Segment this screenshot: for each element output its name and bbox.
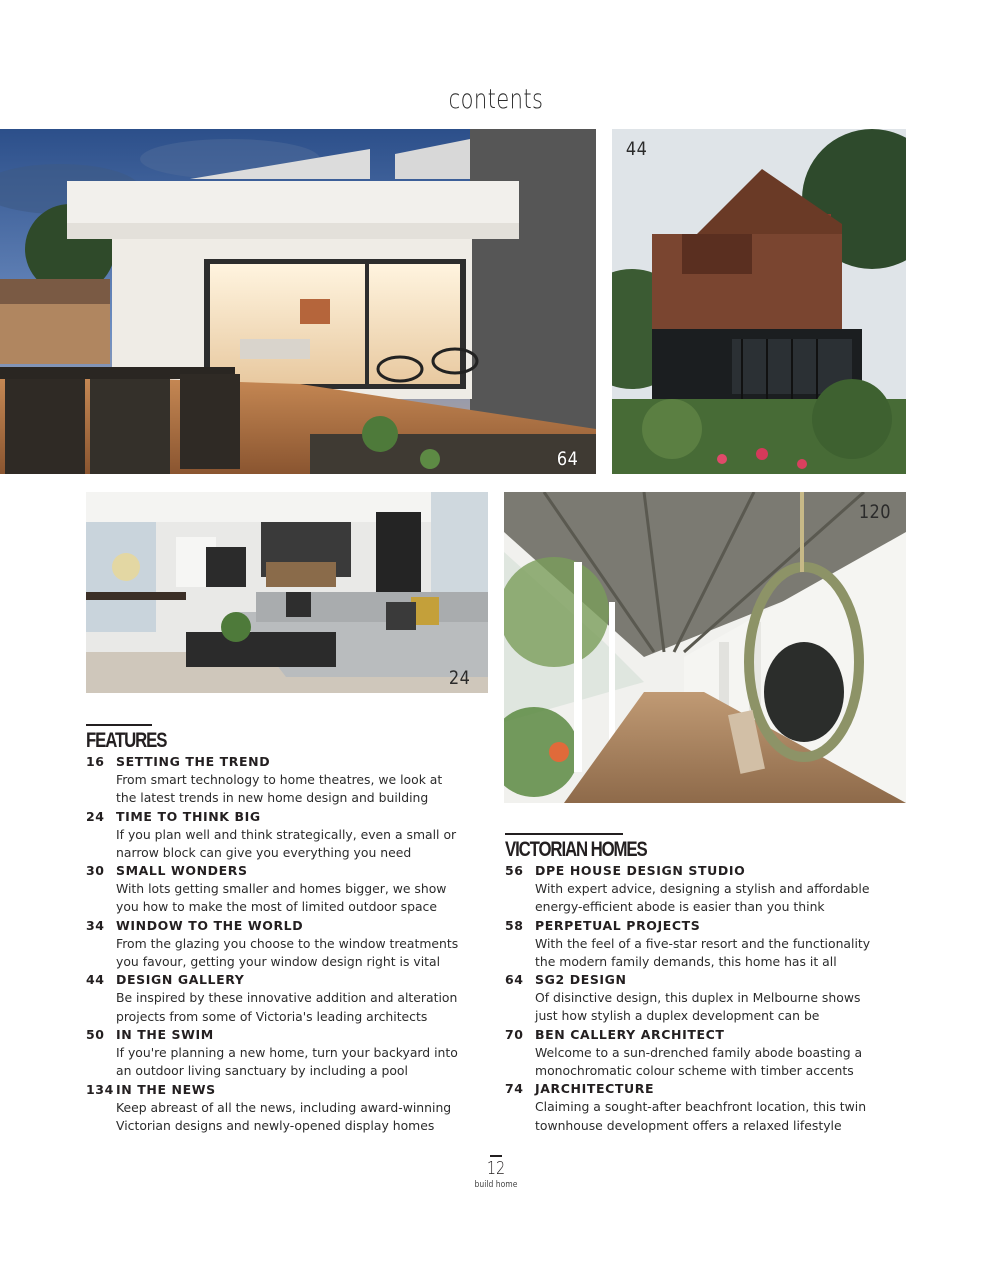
contents-entry[interactable] — [86, 1081, 458, 1136]
features-title: FEATURES — [86, 729, 167, 752]
contents-entry[interactable] — [86, 1026, 458, 1081]
section-rule — [505, 833, 623, 835]
entry-description-line: Victorian designs and newly-opened display homes — [116, 1117, 435, 1133]
contents-entry[interactable] — [86, 808, 458, 863]
entry-description-line: you favour, getting your window design right is vital — [116, 954, 441, 970]
photo-living-room[interactable] — [86, 492, 488, 693]
entry-description-line: With lots getting smaller and homes bigger, we show — [116, 881, 447, 897]
entry-heading — [86, 1081, 458, 1099]
page-number: 12 — [486, 1157, 506, 1179]
entry-heading — [505, 1026, 870, 1044]
entry-description-line: If you're planning a new home, turn your backyard into — [116, 1044, 458, 1060]
entry-description-line: Be inspired by these innovative addition and alteration — [116, 990, 458, 1006]
entry-description-line: the latest trends in new home design and building — [116, 790, 429, 806]
contents-entry[interactable] — [86, 862, 458, 917]
photo-page-number: 24 — [448, 667, 471, 689]
entry-title: PERPETUAL PROJECTS — [535, 917, 701, 933]
contents-entry[interactable] — [505, 917, 870, 972]
entry-heading — [86, 1026, 458, 1044]
entry-description-line: With expert advice, designing a stylish and affordable — [535, 881, 870, 896]
entry-description-line: With the feel of a five-star resort and the functionality — [535, 935, 871, 951]
entry-title: WINDOW TO THE WORLD — [116, 917, 304, 933]
entry-description-line: energy-efficient abode is easier than you think — [535, 899, 825, 915]
entry-description-line: townhouse development offers a relaxed lifestyle — [535, 1117, 842, 1133]
entry-page-number: 58 — [505, 917, 524, 933]
entry-title: SETTING THE TREND — [116, 754, 271, 769]
entry-title: IN THE NEWS — [116, 1081, 216, 1097]
entry-description-line: Welcome to a sun-drenched family abode boasting a — [535, 1044, 863, 1060]
entry-page-number: 24 — [86, 808, 105, 824]
entry-title: IN THE SWIM — [116, 1026, 214, 1042]
entry-heading — [505, 971, 870, 989]
contents-entry[interactable] — [86, 917, 458, 972]
entry-title: DESIGN GALLERY — [116, 972, 245, 988]
page-folio — [446, 1155, 546, 1191]
victorian-homes-section — [505, 833, 870, 1135]
entry-heading — [505, 862, 870, 880]
entry-title: TIME TO THINK BIG — [116, 808, 261, 824]
entry-description-line: Of disinctive design, this duplex in Melbourne shows — [535, 990, 861, 1006]
photo-page-number: 64 — [556, 448, 579, 470]
entry-title: BEN CALLERY ARCHITECT — [535, 1026, 725, 1042]
entry-description-line: an outdoor living sanctuary by including a pool — [116, 1063, 408, 1079]
entry-description-line: just how stylish a duplex development can be — [535, 1008, 820, 1024]
section-rule — [86, 724, 152, 726]
entry-description-line: From smart technology to home theatres, we look at — [116, 772, 443, 787]
entry-title: SMALL WONDERS — [116, 863, 248, 879]
entry-title: DPE HOUSE DESIGN STUDIO — [535, 863, 746, 878]
entry-description-line: narrow block can give you everything you need — [116, 844, 412, 860]
photo-page-number: 120 — [859, 501, 892, 523]
entry-description-line: Claiming a sought-after beachfront location, this twin — [535, 1099, 867, 1115]
entry-page-number: 56 — [505, 863, 524, 878]
magazine-name: build home — [474, 1179, 518, 1190]
entry-description-line: projects from some of Victoria's leading architects — [116, 1008, 428, 1024]
photo-page-number: 44 — [625, 138, 648, 160]
entry-page-number: 34 — [86, 917, 105, 933]
entry-page-number: 74 — [505, 1081, 524, 1097]
entry-title: SG2 DESIGN — [535, 972, 627, 988]
entry-heading — [505, 1080, 870, 1098]
folio-rule — [490, 1155, 502, 1157]
entry-heading — [86, 862, 458, 880]
entry-heading — [86, 971, 458, 989]
entry-page-number: 70 — [505, 1026, 524, 1042]
contents-entry[interactable] — [505, 971, 870, 1026]
page-title: contents — [448, 84, 544, 115]
entry-page-number: 30 — [86, 863, 105, 879]
entry-heading — [86, 917, 458, 935]
entry-title: JARCHITECTURE — [535, 1081, 655, 1097]
entry-page-number: 16 — [86, 754, 105, 769]
entry-page-number: 44 — [86, 972, 105, 988]
entry-description-line: If you plan well and think strategically, even a small or — [116, 826, 457, 842]
entry-page-number: 64 — [505, 972, 524, 988]
photo-verandah-hanging-chair[interactable] — [504, 492, 906, 803]
entry-page-number: 134 — [86, 1081, 114, 1097]
entry-description-line: From the glazing you choose to the window treatments — [116, 935, 459, 951]
victorian-homes-title: VICTORIAN HOMES — [505, 838, 647, 861]
entry-description-line: monochromatic colour scheme with timber accents — [535, 1063, 854, 1079]
entry-description-line: the modern family demands, this home has it all — [535, 953, 837, 969]
entry-heading — [505, 917, 870, 935]
contents-entry[interactable] — [86, 753, 458, 808]
victorian-homes-list — [505, 862, 870, 1135]
features-section — [86, 724, 458, 1135]
entry-description-line: Keep abreast of all the news, including award-winning — [116, 1099, 452, 1115]
contents-entry[interactable] — [86, 971, 458, 1026]
contents-entry[interactable] — [505, 862, 870, 917]
features-list — [86, 753, 458, 1135]
entry-page-number: 50 — [86, 1026, 105, 1042]
entry-description-line: you how to make the most of limited outdoor space — [116, 899, 437, 915]
entry-heading — [86, 808, 458, 826]
contents-entry[interactable] — [505, 1080, 870, 1135]
photo-copper-house[interactable] — [612, 129, 906, 474]
contents-entry[interactable] — [505, 1026, 870, 1081]
photo-modern-house-deck[interactable] — [0, 129, 596, 474]
entry-heading — [86, 753, 458, 771]
